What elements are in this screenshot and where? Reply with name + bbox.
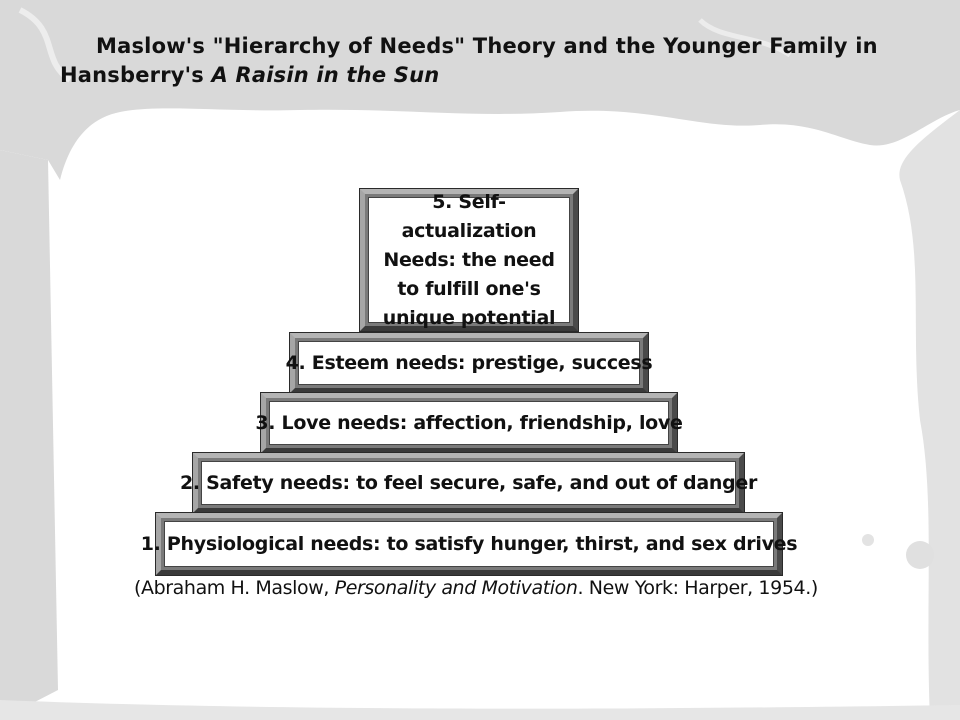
pyramid-level-4-label: 4. Esteem needs: prestige, success [298, 341, 640, 385]
pyramid-level-2-label: 2. Safety needs: to feel secure, safe, and out of danger [201, 461, 736, 505]
slide-title [60, 32, 920, 90]
pyramid-level-1-label: 1. Physiological needs: to satisfy hunger, thirst, and sex drives [164, 521, 774, 567]
pyramid-level-1 [140, 513, 798, 575]
title-main: Maslow's "Hierarchy of Needs" Theory and the Younger Family in Hansberry's [60, 34, 878, 87]
citation-prefix: (Abraham H. Maslow, [134, 577, 335, 599]
pyramid-level-3 [255, 393, 683, 453]
title-italic: A Raisin in the Sun [211, 63, 440, 87]
citation-suffix: . New York: Harper, 1954.) [577, 577, 818, 599]
pyramid-level-5-label: 5. Self-actualization Needs: the need to fulfill one's unique potential [368, 197, 570, 323]
citation [134, 577, 818, 599]
pyramid-level-5 [360, 189, 578, 331]
pyramid-level-2 [179, 453, 758, 513]
pyramid-level-4 [285, 333, 653, 393]
pyramid-level-3-label: 3. Love needs: affection, friendship, love [269, 401, 669, 445]
citation-book-title: Personality and Motivation [334, 577, 578, 599]
